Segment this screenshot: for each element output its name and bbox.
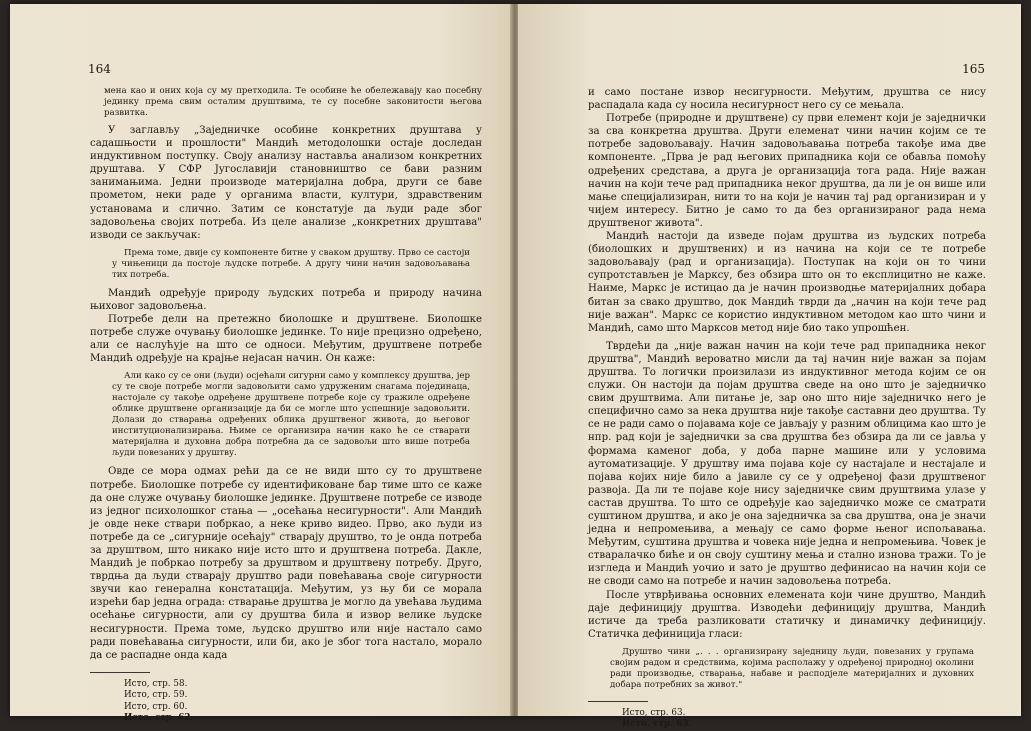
paragraph: и само постане извор несигурности. Међутим, друштва се нису распадала када су носила несигурност него су се мењала. <box>588 87 986 112</box>
footnotes <box>622 708 986 731</box>
block-quote: Али како су се они (људи) осјећали сигурни само у комплексу друштва, јер су те своје потребе могли задовољити само удруженим снагама појединаца, настојале су такође одређене друштвене потребе које су тражиле одређене облике друштвене организације да би се могле што успешније задовољити. Долази до стварања одређених облика друштвеног живота, до његовог институционализирања. Њиме се организира начин како ће се стварати материјална и духовна добра потребна да се задовољи што више потреба људи повезаних у друштву. <box>112 371 470 459</box>
right-page <box>518 4 1021 730</box>
block-quote: Друштво чини „. . . организирану заједницу људи, повезаних у групама својим радом и средствима, којима располажу у одређеној природној околини ради производње, стварања, набаве и расподјеле материјалних и духовних добара потребних за живот." <box>610 646 974 690</box>
paragraph: После утврђивања основних елемената који чине друштво, Мандић даје дефиницију друштва. Изводећи дефиницију друштва, Мандић истиче да треба разликовати статичку и динамичку дефиницију. Статичка дефиниција гласи: <box>588 589 986 640</box>
footnote: Исто, стр. 60. <box>124 701 188 712</box>
footnote: Исто, стр. 58. <box>124 678 188 689</box>
page-number-left: 164 <box>88 62 111 76</box>
page-number-right: 165 <box>962 62 985 76</box>
footnote: Исто, стр. 62. <box>124 713 194 724</box>
footnote-rule <box>90 672 150 673</box>
footnote: Исто, стр. 63. <box>622 719 692 730</box>
footnote: Исто, стр. 63. <box>622 707 686 718</box>
continued-quote: мена као и оних која су му претходила. Те особине ће обележавају као посебну јединку према свим осталим друштвима, те су посебне законитости његова развитка. <box>104 86 482 118</box>
right-page-text <box>588 86 986 731</box>
footnote: Исто, стр. 59. <box>124 690 188 701</box>
paragraph: Потребе (природне и друштвене) су први елемент који је заједнички за сва конкретна друштва. Други елеменат чини начин којим се те потребе задовољавају. Начин задовољавања потреба такође има две компоненте. „Прва је рад његових припадника који се обавља помоћу одређених средстава, а друга је организација тога рада. Није важан начин на који тече рад припадника неког друштва, да ли је он више или мање специјализиран, нити то на који је начин тај рад организиран и у чијем интересу. Битно је само то да без организираног рада нема друштвеног живота". <box>588 113 986 229</box>
left-page-text <box>90 86 482 725</box>
paragraph: Мандић одређује природу људских потреба и природу начина њиховог задовољења. <box>90 287 482 312</box>
paragraph: Овде се мора одмах рећи да се не види што су то друштвене потребе. Биолошке потребе су идентификоване бар тиме што се каже да оне служе очувању биолошке јединке. Друштвене потребе се изводе из једног психолошког стања — „осећања несигурности". Али Мандић је овде неке ствари побркао, а неке криво видео. Прво, ако људи из потребе да се „сигурније осећају" стварају друштво, то је онда потреба за друштвом, што никако није исто што и друштвена потреба. Дакле, Мандић је побркао потребу за друштвом и друштвену потребу. Друго, тврдња да људи стварају друштво ради повећавања своје сигурности звучи као генерална констатација. Међутим, уз њу би се морала изрећи бар једна ограда: стварање друштва је могло да увећава људима осећање сигурности, али су друштва била и извор велике људске несигурности. Према томе, људско друштво или није настало само ради повећавања сигурности, или би, ако је због тога настало, морало да се распадне онда када <box>90 466 482 661</box>
paragraph: Потребе дели на претежно биолошке и друштвене. Биолошке потребе служе очувању биолошке јединке. То није прецизно одређено, али се наслућује на што се односи. Међутим, друштвене потребе Мандић одређује на крајње нејасан начин. Он каже: <box>90 314 482 365</box>
footnote-rule <box>588 701 648 702</box>
paragraph: У заглављу „Заједничке особине конкретних друштава у садашњости и прошлости" Мандић методолошки остаје доследан индуктивном поступку. Своју анализу наставља анализом конкретних друштава. У СФР Југославији становништво се бави разним занимањима. Једни производе материјална добра, други се баве прометом, неки раде у органима власти, култури, здравственим установама и слично. Затим се констатује да људи раде због задовољења својих потреба. Из целе анализе „конкретних друштава" изводи се закључак: <box>90 125 482 241</box>
footnotes <box>124 679 482 725</box>
block-quote: Према томе, двије су компоненте битне у сваком друштву. Прво се састоји у чињеници да постоје људске потребе. А другу чини начин задовољавања тих потреба. <box>112 247 470 280</box>
left-page <box>10 4 514 724</box>
paragraph: Тврдећи да „није важан начин на који тече рад припадника неког друштва", Мандић вероватно мисли да тај начин није важан за појам друштва. То логички произилази из индуктивног метода којим се он служи. Он настоји да појам друштва сведе на оно што је заједничко свим друштвима. Али питање је, зар оно што није заједничко него је специфично само за нека друштва није такође саставни део друштва. Ту се не ради само о појавама које се јављају у разним облицима као што је нпр. рад који је заједнички за сва друштва без обзира да ли се јавља у формама каменог доба, у доба парне машине или у условима аутоматизације. У друштву има појава које су настајале и нестајале и појава којих није било а јавиле су се у одређеној фази друштвеног развоја. Да ли те појаве које нису заједничке свим друштвима улазе у састав друштва. То што се одређује као заједничко може се сматрати суштином друштва, и ако је она заједничка за сва друштва, она је значи једна и непромењива, а мењају се само форме њеног испољавања. Међутим, суштина друштва и човека није једна и непромењива. Човек је стваралачко биће и он своју суштину мења и стално изнова тражи. То је изгледа и Мандић уочио и зато је друштво дефинисао на начин који се не своди само на потребе и начин задовољења потреба. <box>588 340 986 588</box>
paragraph: Мандић настоји да изведе појам друштва из људских потреба (биолошких и друштвених) и из начина на који се те потребе задовољавају (рад и организација). Поступак на који он то чини супротстављен је Марксу, без обзира што он то експлицитно не каже. Наиме, Маркс је истицао да је начин производње материјалних добара битан за свако друштво, док Мандић тврди да „начин на који тече рад није важан". Маркс се користио индуктивном методом као што чини и Мандић, само што Марксов метод није био тако упрошћен. <box>588 231 986 334</box>
book-spread <box>10 4 1021 730</box>
